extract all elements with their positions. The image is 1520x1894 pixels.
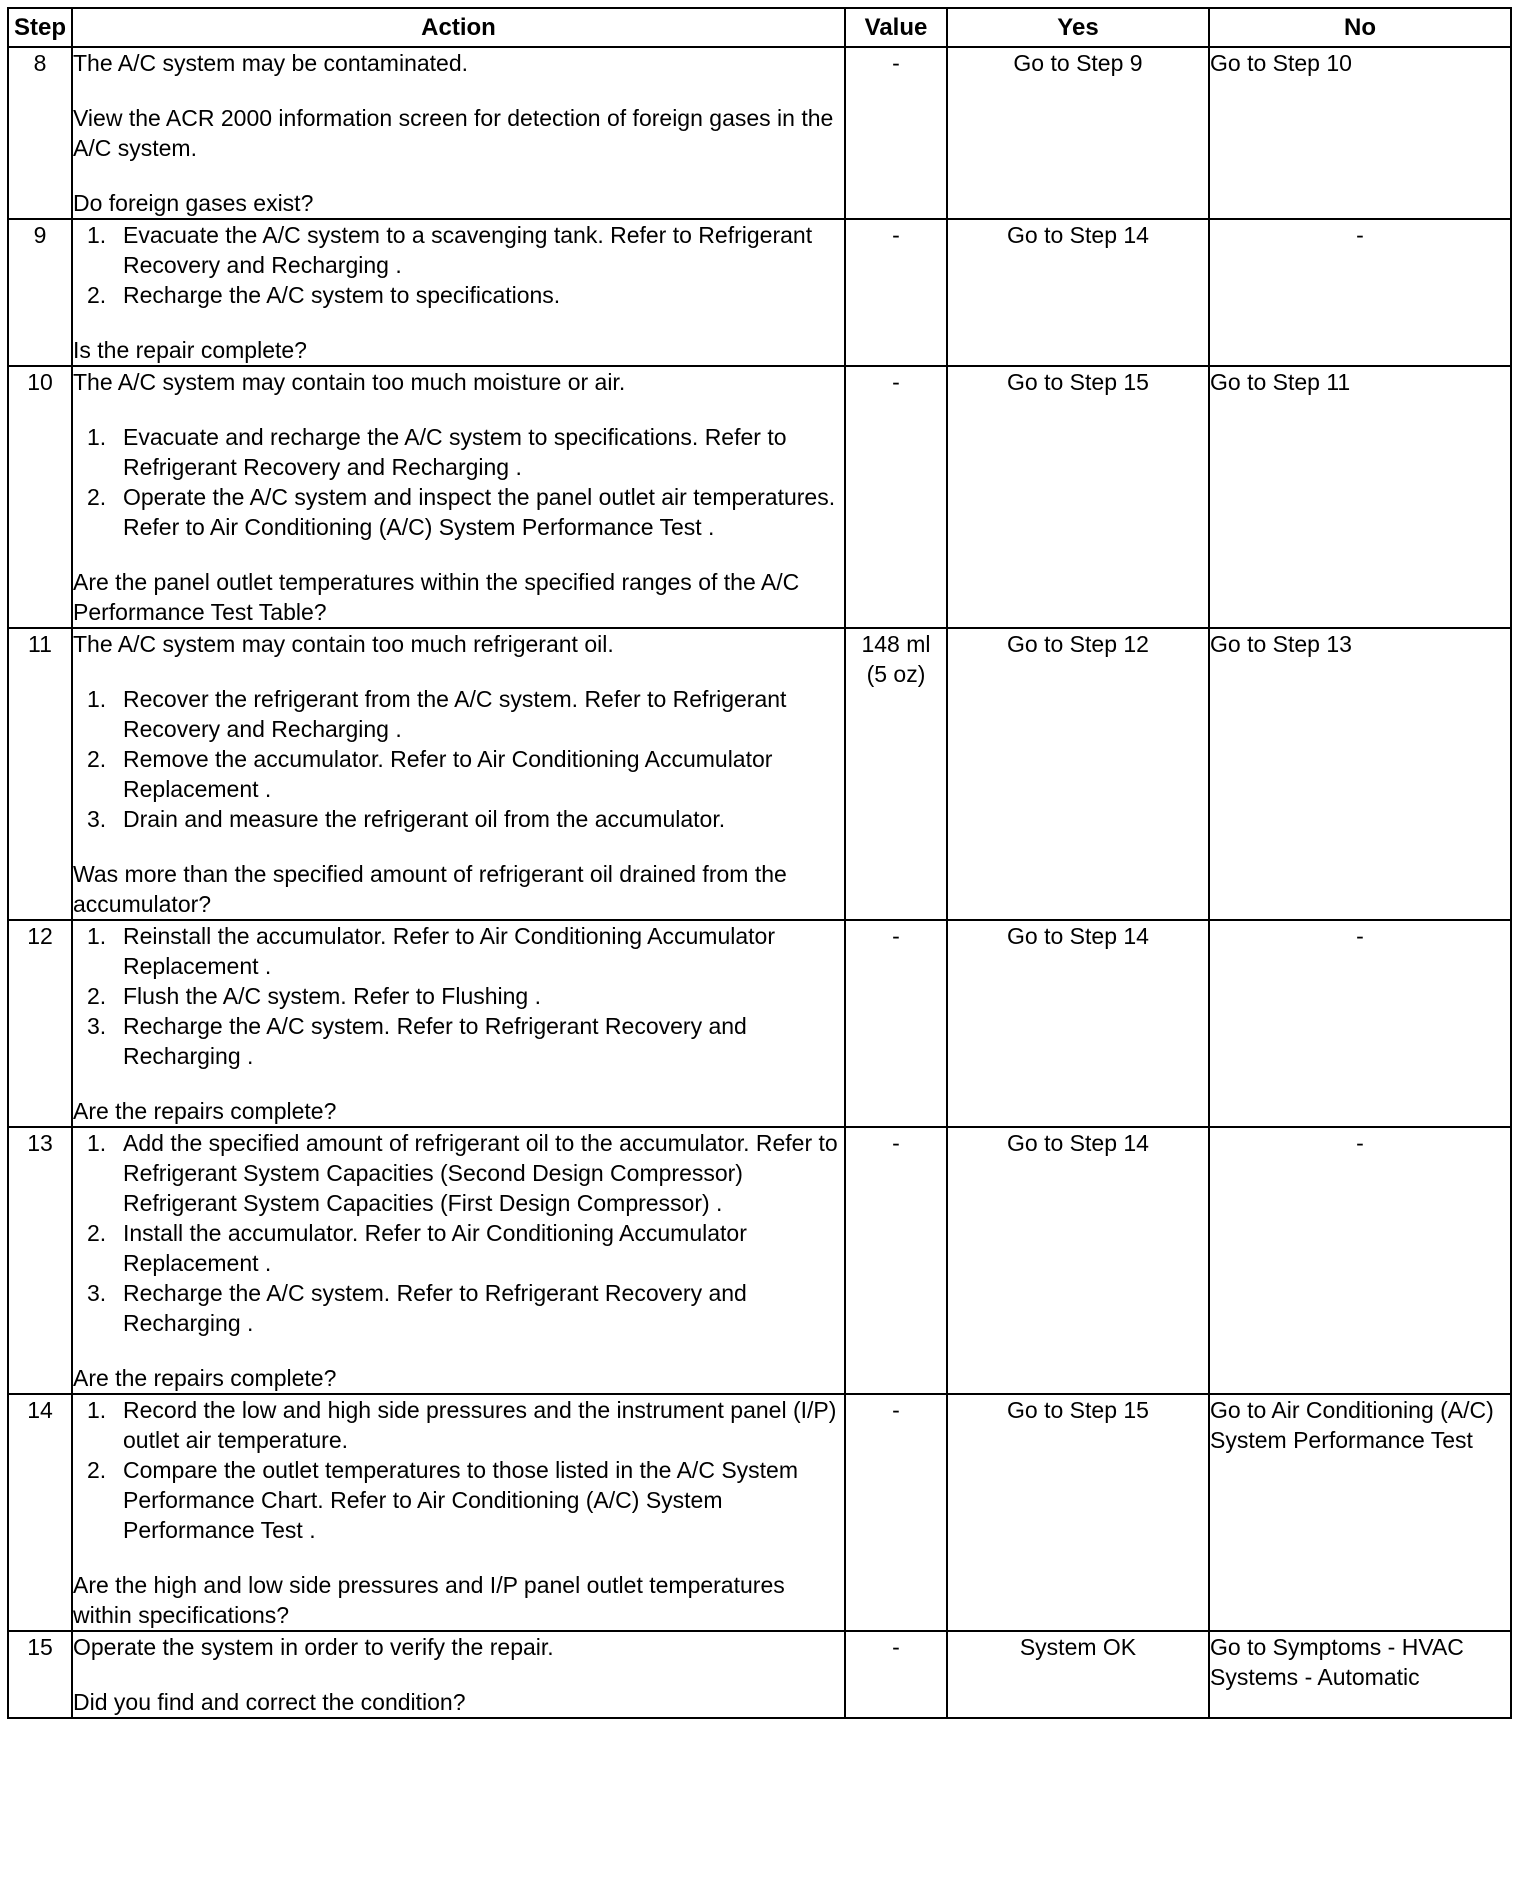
action-step (73, 1011, 844, 1071)
table-row (8, 920, 1511, 1127)
step-index: 2. (87, 1457, 107, 1483)
header-row (8, 8, 1511, 47)
step-text: Record the low and high side pressures and the instrument panel (I/P) outlet air temperature. (123, 1397, 837, 1453)
yes-result: Go to Step 14 (947, 1127, 1209, 1394)
step-index: 1. (87, 1397, 107, 1423)
action-cell (72, 366, 845, 628)
action-intro: View the ACR 2000 information screen for detection of foreign gases in the A/C system. (73, 105, 834, 161)
table-row (8, 628, 1511, 920)
action-intro: The A/C system may contain too much refrigerant oil. (73, 631, 614, 657)
action-step (73, 482, 844, 542)
no-result: - (1209, 1127, 1511, 1394)
step-text: Recharge the A/C system. Refer to Refrigerant Recovery and Recharging . (123, 1280, 747, 1336)
step-index: 1. (87, 222, 107, 248)
step-index: 2. (87, 983, 107, 1009)
step-index: 1. (87, 1130, 107, 1156)
action-steps (73, 1128, 844, 1338)
action-step (73, 422, 844, 482)
action-steps (73, 921, 844, 1071)
value-cell: - (845, 366, 947, 628)
header-action: Action (72, 8, 845, 47)
step-text: Recharge the A/C system to specifications. (123, 282, 561, 308)
action-cell (72, 1394, 845, 1631)
step-text: Recover the refrigerant from the A/C system. Refer to Refrigerant Recovery and Recharging . (123, 686, 787, 742)
step-text: Add the specified amount of refrigerant oil to the accumulator. Refer to Refrigerant System Capacities (Second Design Compressor) Refrigerant System Capacities (First Design Compressor) . (123, 1130, 838, 1216)
action-steps (73, 220, 844, 310)
no-result: Go to Step 13 (1209, 628, 1511, 920)
header-value: Value (845, 8, 947, 47)
no-result: Go to Symptoms - HVAC Systems - Automatic (1209, 1631, 1511, 1718)
step-text: Remove the accumulator. Refer to Air Conditioning Accumulator Replacement . (123, 746, 773, 802)
step-text: Drain and measure the refrigerant oil from the accumulator. (123, 806, 726, 832)
value-cell: - (845, 47, 947, 219)
step-text: Install the accumulator. Refer to Air Conditioning Accumulator Replacement . (123, 1220, 747, 1276)
step-number: 12 (8, 920, 72, 1127)
yes-result: Go to Step 15 (947, 366, 1209, 628)
action-question: Was more than the specified amount of refrigerant oil drained from the accumulator? (73, 861, 787, 917)
action-step (73, 981, 844, 1011)
action-step (73, 1455, 844, 1545)
action-step (73, 684, 844, 744)
step-index: 1. (87, 424, 107, 450)
step-index: 1. (87, 923, 107, 949)
table-row (8, 366, 1511, 628)
table-row (8, 1127, 1511, 1394)
step-index: 1. (87, 686, 107, 712)
action-question: Are the repairs complete? (73, 1365, 337, 1391)
step-text: Flush the A/C system. Refer to Flushing . (123, 983, 541, 1009)
no-result: Go to Air Conditioning (A/C) System Performance Test (1209, 1394, 1511, 1631)
action-steps (73, 1395, 844, 1545)
action-cell (72, 1631, 845, 1718)
action-question: Did you find and correct the condition? (73, 1689, 466, 1715)
step-index: 3. (87, 806, 107, 832)
no-result: Go to Step 11 (1209, 366, 1511, 628)
yes-result: Go to Step 9 (947, 47, 1209, 219)
step-index: 3. (87, 1013, 107, 1039)
header-no: No (1209, 8, 1511, 47)
action-question: Is the repair complete? (73, 337, 307, 363)
step-text: Compare the outlet temperatures to those listed in the A/C System Performance Chart. Refer to Air Conditioning (A/C) System Performance Test . (123, 1457, 799, 1543)
action-intro: Operate the system in order to verify the repair. (73, 1634, 554, 1660)
header-yes: Yes (947, 8, 1209, 47)
step-text: Reinstall the accumulator. Refer to Air Conditioning Accumulator Replacement . (123, 923, 775, 979)
no-result: Go to Step 10 (1209, 47, 1511, 219)
action-intro: The A/C system may be contaminated. (73, 50, 469, 76)
step-number: 11 (8, 628, 72, 920)
action-step (73, 744, 844, 804)
action-cell (72, 628, 845, 920)
step-number: 13 (8, 1127, 72, 1394)
action-steps (73, 422, 844, 542)
value-cell: - (845, 1631, 947, 1718)
value-cell: 148 ml (5 oz) (845, 628, 947, 920)
step-text: Evacuate and recharge the A/C system to specifications. Refer to Refrigerant Recovery and Recharging . (123, 424, 787, 480)
action-intro: The A/C system may contain too much moisture or air. (73, 369, 626, 395)
table-row (8, 47, 1511, 219)
step-index: 2. (87, 484, 107, 510)
action-cell (72, 1127, 845, 1394)
step-number: 15 (8, 1631, 72, 1718)
step-text: Evacuate the A/C system to a scavenging tank. Refer to Refrigerant Recovery and Recharging . (123, 222, 813, 278)
table-row (8, 219, 1511, 366)
action-step (73, 1218, 844, 1278)
step-text: Recharge the A/C system. Refer to Refrigerant Recovery and Recharging . (123, 1013, 747, 1069)
value-cell: - (845, 1394, 947, 1631)
yes-result: Go to Step 14 (947, 219, 1209, 366)
yes-result: Go to Step 14 (947, 920, 1209, 1127)
value-cell: - (845, 1127, 947, 1394)
step-number: 14 (8, 1394, 72, 1631)
action-question: Are the high and low side pressures and I/P panel outlet temperatures within specifications? (73, 1572, 785, 1628)
action-question: Do foreign gases exist? (73, 190, 314, 216)
action-step (73, 220, 844, 280)
diagnostic-table (7, 7, 1512, 1719)
step-number: 9 (8, 219, 72, 366)
action-question: Are the panel outlet temperatures within the specified ranges of the A/C Performance Test Table? (73, 569, 800, 625)
step-index: 2. (87, 746, 107, 772)
action-step (73, 1278, 844, 1338)
action-step (73, 804, 844, 834)
action-cell (72, 47, 845, 219)
action-question: Are the repairs complete? (73, 1098, 337, 1124)
table-row (8, 1394, 1511, 1631)
value-cell: - (845, 920, 947, 1127)
action-steps (73, 684, 844, 834)
step-number: 10 (8, 366, 72, 628)
value-cell: - (845, 219, 947, 366)
action-step (73, 280, 844, 310)
action-step (73, 921, 844, 981)
yes-result: Go to Step 12 (947, 628, 1209, 920)
yes-result: System OK (947, 1631, 1209, 1718)
yes-result: Go to Step 15 (947, 1394, 1209, 1631)
step-index: 2. (87, 1220, 107, 1246)
no-result: - (1209, 920, 1511, 1127)
action-step (73, 1395, 844, 1455)
step-index: 3. (87, 1280, 107, 1306)
table-row (8, 1631, 1511, 1718)
step-index: 2. (87, 282, 107, 308)
step-number: 8 (8, 47, 72, 219)
action-step (73, 1128, 844, 1218)
step-text: Operate the A/C system and inspect the panel outlet air temperatures. Refer to Air Conditioning (A/C) System Performance Test . (123, 484, 836, 540)
header-step: Step (8, 8, 72, 47)
action-cell (72, 219, 845, 366)
action-cell (72, 920, 845, 1127)
no-result: - (1209, 219, 1511, 366)
